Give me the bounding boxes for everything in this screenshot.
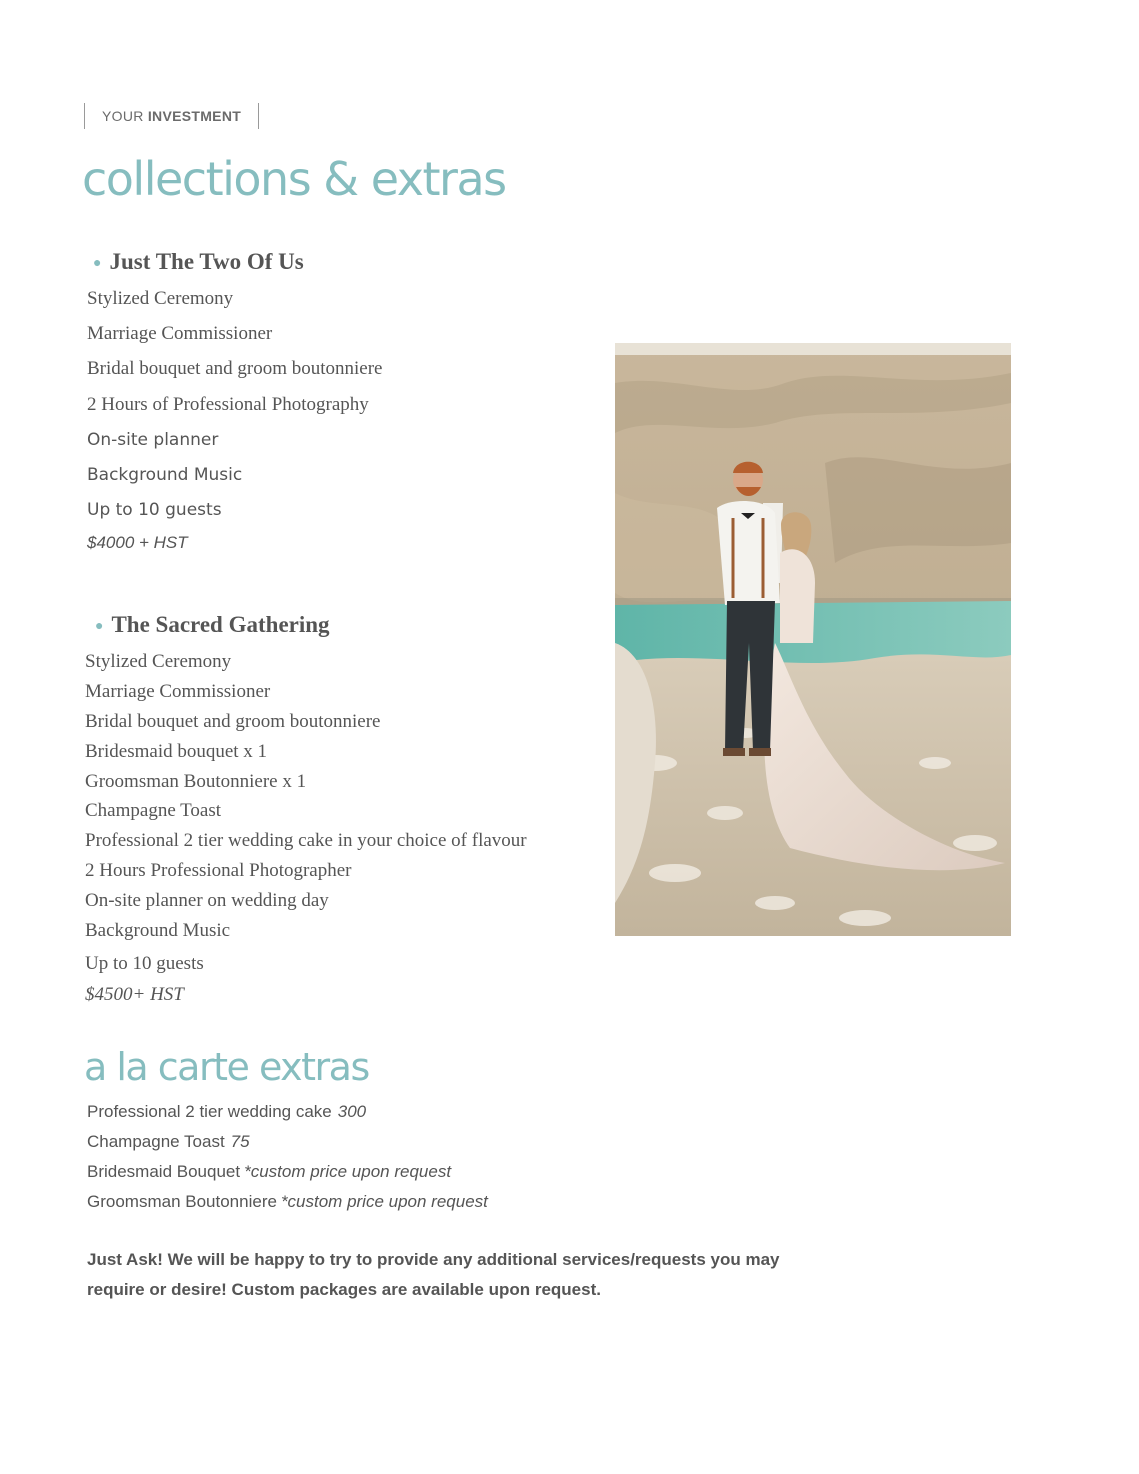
extra-item: [87, 1098, 488, 1128]
package-heading: [95, 613, 330, 636]
list-item: Groomsman Boutonniere x 1: [85, 770, 307, 792]
section-eyebrow: [84, 103, 259, 129]
extra-label: Bridesmaid Bouquet: [87, 1162, 241, 1181]
extra-item: [87, 1128, 488, 1158]
extra-price: *custom price upon request: [244, 1162, 452, 1181]
extra-item: [87, 1158, 488, 1188]
extra-label: Champagne Toast: [87, 1132, 225, 1151]
list-item: Marriage Commissioner: [87, 323, 273, 345]
list-item: Stylized Ceremony: [87, 288, 234, 309]
list-item: Up to 10 guests: [85, 953, 204, 975]
extras-title: a la carte extras: [84, 1045, 369, 1089]
package-price: $4000 + HST: [87, 533, 188, 552]
page-title: collections & extras: [82, 152, 506, 206]
list-item: Stylized Ceremony: [85, 651, 232, 672]
extra-price: *custom price upon request: [280, 1192, 488, 1211]
extra-label: Professional 2 tier wedding cake: [87, 1102, 332, 1121]
list-item: Up to 10 guests: [87, 500, 222, 521]
list-item: 2 Hours of Professional Photography: [87, 393, 369, 415]
extra-label: Groomsman Boutonniere: [87, 1192, 277, 1211]
bullet-icon: ●: [93, 255, 102, 271]
package-item-list: [85, 648, 527, 980]
package-heading: [93, 250, 304, 273]
list-item: Background Music: [85, 920, 231, 942]
list-item: On-site planner on wedding day: [85, 890, 329, 912]
extra-price: 75: [230, 1132, 250, 1151]
package-name: The Sacred Gathering: [111, 612, 330, 637]
list-item: Background Music: [87, 464, 243, 485]
package-price: $4500+ HST: [85, 984, 184, 1005]
wedding-couple-photo: [615, 343, 1011, 936]
list-item: Bridal bouquet and groom boutonniere: [87, 358, 383, 380]
extra-price: 300: [337, 1102, 367, 1121]
bullet-icon: ●: [95, 618, 104, 634]
list-item: Marriage Commissioner: [85, 680, 271, 702]
list-item: Champagne Toast: [85, 800, 222, 822]
package-item-list: [87, 285, 383, 531]
list-item: Bridesmaid bouquet x 1: [85, 740, 268, 762]
list-item: On-site planner: [87, 429, 219, 450]
photo-illustration: [615, 343, 1011, 936]
list-item: Professional 2 tier wedding cake in your choice of flavour: [85, 830, 527, 852]
list-item: Bridal bouquet and groom boutonniere: [85, 710, 381, 732]
package-name: Just The Two Of Us: [109, 249, 304, 274]
extra-item: [87, 1188, 488, 1218]
eyebrow-bold: INVESTMENT: [147, 108, 242, 124]
list-item: 2 Hours Professional Photographer: [85, 860, 352, 882]
closing-note: Just Ask! We will be happy to try to provide any additional services/requests you may require or desire! Custom packages are available upon request.: [87, 1250, 780, 1299]
eyebrow-light: YOUR: [102, 108, 144, 124]
extras-list: [87, 1098, 488, 1218]
